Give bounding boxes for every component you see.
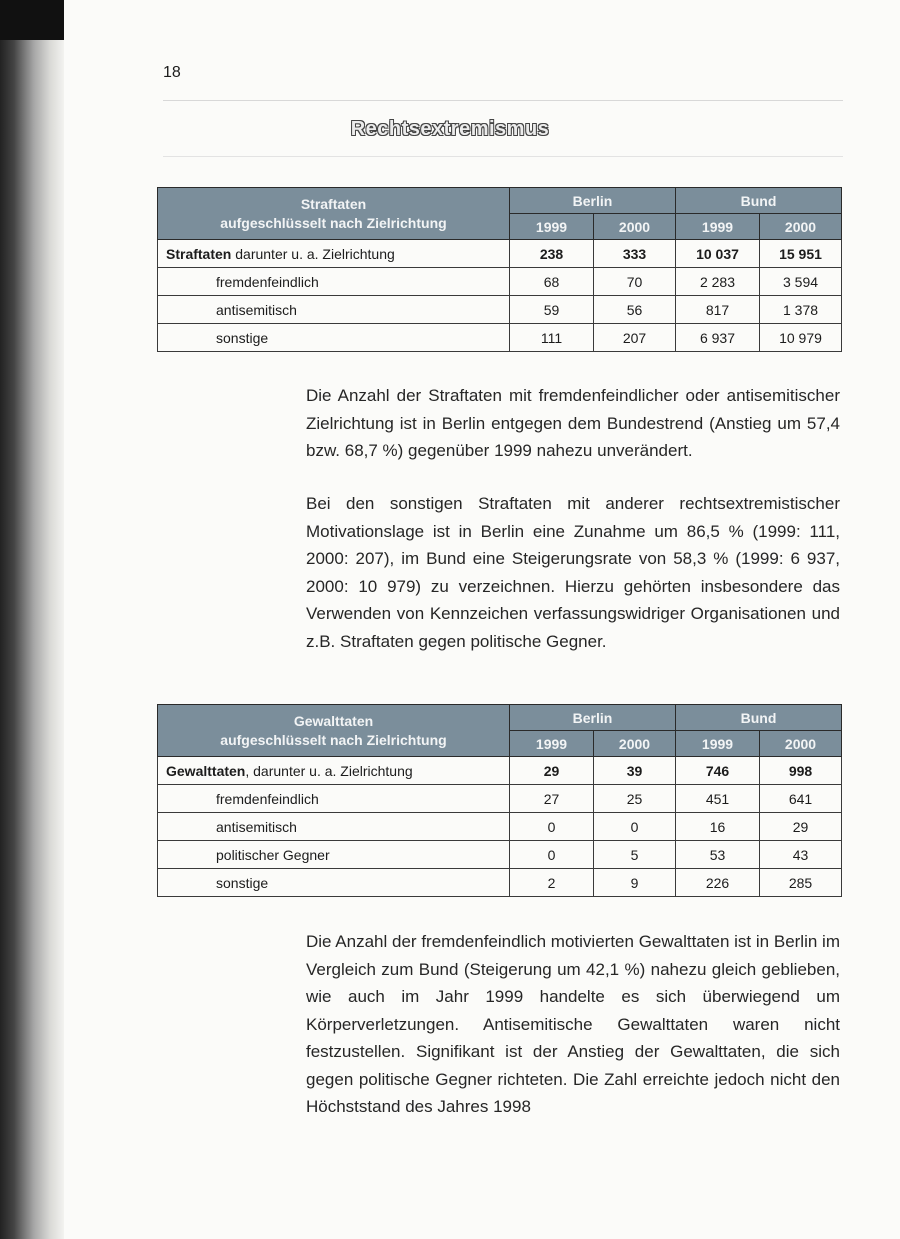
table-cell: 238 xyxy=(510,240,594,268)
table-row-total xyxy=(158,757,842,785)
row-label: politischer Gegner xyxy=(158,841,510,869)
table-cell: 27 xyxy=(510,785,594,813)
header-group-berlin: Berlin xyxy=(510,705,676,731)
table-cell: 998 xyxy=(760,757,842,785)
table-row-total xyxy=(158,240,842,268)
table-cell: 53 xyxy=(676,841,760,869)
table-row xyxy=(158,296,842,324)
table-cell: 2 xyxy=(510,869,594,897)
table-cell: 43 xyxy=(760,841,842,869)
header-year: 2000 xyxy=(760,731,842,757)
table-cell: 641 xyxy=(760,785,842,813)
header-year: 1999 xyxy=(676,214,760,240)
table-cell: 10 979 xyxy=(760,324,842,352)
table-cell: 29 xyxy=(760,813,842,841)
row-label xyxy=(158,757,510,785)
table-cell: 56 xyxy=(594,296,676,324)
table-cell: 1 378 xyxy=(760,296,842,324)
row-label: sonstige xyxy=(158,869,510,897)
table-header-label xyxy=(158,188,510,240)
row-label: sonstige xyxy=(158,324,510,352)
gewalttaten-table xyxy=(157,704,842,897)
table-cell: 817 xyxy=(676,296,760,324)
row-label xyxy=(158,240,510,268)
section-title: Rechtsextremismus xyxy=(350,118,550,140)
header-group-bund: Bund xyxy=(676,705,842,731)
scan-corner-shadow xyxy=(0,0,64,40)
table-cell: 39 xyxy=(594,757,676,785)
table-cell: 10 037 xyxy=(676,240,760,268)
header-year: 1999 xyxy=(510,731,594,757)
table-cell: 333 xyxy=(594,240,676,268)
table-header-line2: aufgeschlüsselt nach Zielrichtung xyxy=(220,214,447,231)
table-cell: 9 xyxy=(594,869,676,897)
header-group-bund: Bund xyxy=(676,188,842,214)
table-cell: 451 xyxy=(676,785,760,813)
table-header-line2: aufgeschlüsselt nach Zielrichtung xyxy=(220,731,447,748)
table-cell: 0 xyxy=(510,841,594,869)
table-header-line1: Straftaten xyxy=(300,195,367,212)
table-cell: 111 xyxy=(510,324,594,352)
header-year: 2000 xyxy=(760,214,842,240)
row-label: fremdenfeindlich xyxy=(158,268,510,296)
table-row xyxy=(158,841,842,869)
table-cell: 68 xyxy=(510,268,594,296)
page-number: 18 xyxy=(163,64,181,81)
table-cell: 2 283 xyxy=(676,268,760,296)
header-year: 1999 xyxy=(510,214,594,240)
body-paragraph: Die Anzahl der fremdenfeindlich motivierten Gewalttaten ist in Berlin im Vergleich zum Bund (Steigerung um 42,1 %) nahezu gleich geblieben, wie auch im Jahr 1999 handelte es sich überwiegend um Körperverletzungen. Antisemitische Gewalttaten waren nicht festzustellen. Signifikant ist der Anstieg der Gewalttaten, die sich gegen politische Gegner richteten. Die Zahl erreichte jedoch nicht den Höchststand des Jahres 1998 xyxy=(306,932,840,1116)
row-label: fremdenfeindlich xyxy=(158,785,510,813)
header-year: 1999 xyxy=(676,731,760,757)
body-paragraph: Bei den sonstigen Straftaten mit anderer rechtsextremistischer Motivationslage ist in Berlin eine Zunahme um 86,5 % (1999: 111, 2000: 207), im Bund eine Steigerungsrate von 58,3 % (1999: 6 937, 2000: 10 979) zu verzeichnen. Hierzu gehörten insbesondere das Verwenden von Kennzeichen verfassungswidriger Organisationen und z.B. Straftaten gegen politische Gegner. xyxy=(306,494,840,651)
row-label: antisemitisch xyxy=(158,813,510,841)
header-rule xyxy=(163,100,843,101)
body-paragraph: Die Anzahl der Straftaten mit fremdenfeindlicher oder antisemitischer Zielrichtung ist in Berlin entgegen dem Bundestrend (Anstieg um 57,4 bzw. 68,7 %) gegenüber 1999 nahezu unverändert. xyxy=(306,386,840,460)
table-cell: 59 xyxy=(510,296,594,324)
table-cell: 29 xyxy=(510,757,594,785)
header-year: 2000 xyxy=(594,214,676,240)
row-label-bold: Gewalttaten xyxy=(166,762,246,779)
table-cell: 3 594 xyxy=(760,268,842,296)
table-cell: 6 937 xyxy=(676,324,760,352)
table-header-label xyxy=(158,705,510,757)
scan-binding-edge xyxy=(0,0,64,1239)
header-year: 2000 xyxy=(594,731,676,757)
row-label-rest: darunter u. a. Zielrichtung xyxy=(231,245,395,262)
row-label-rest: , darunter u. a. Zielrichtung xyxy=(245,762,413,779)
table-row xyxy=(158,813,842,841)
table-cell: 16 xyxy=(676,813,760,841)
table-cell: 0 xyxy=(510,813,594,841)
table-cell: 25 xyxy=(594,785,676,813)
table-row xyxy=(158,268,842,296)
table-cell: 15 951 xyxy=(760,240,842,268)
table-row xyxy=(158,324,842,352)
table-cell: 5 xyxy=(594,841,676,869)
row-label: antisemitisch xyxy=(158,296,510,324)
row-label-bold: Straftaten xyxy=(166,245,232,262)
header-rule-bottom xyxy=(163,156,843,157)
table-cell: 70 xyxy=(594,268,676,296)
table-cell: 207 xyxy=(594,324,676,352)
table-row xyxy=(158,785,842,813)
table-cell: 0 xyxy=(594,813,676,841)
table-cell: 746 xyxy=(676,757,760,785)
straftaten-table xyxy=(157,187,842,352)
table-row xyxy=(158,869,842,897)
table-cell: 285 xyxy=(760,869,842,897)
header-group-berlin: Berlin xyxy=(510,188,676,214)
table-cell: 226 xyxy=(676,869,760,897)
table-header-line1: Gewalttaten xyxy=(293,712,374,729)
